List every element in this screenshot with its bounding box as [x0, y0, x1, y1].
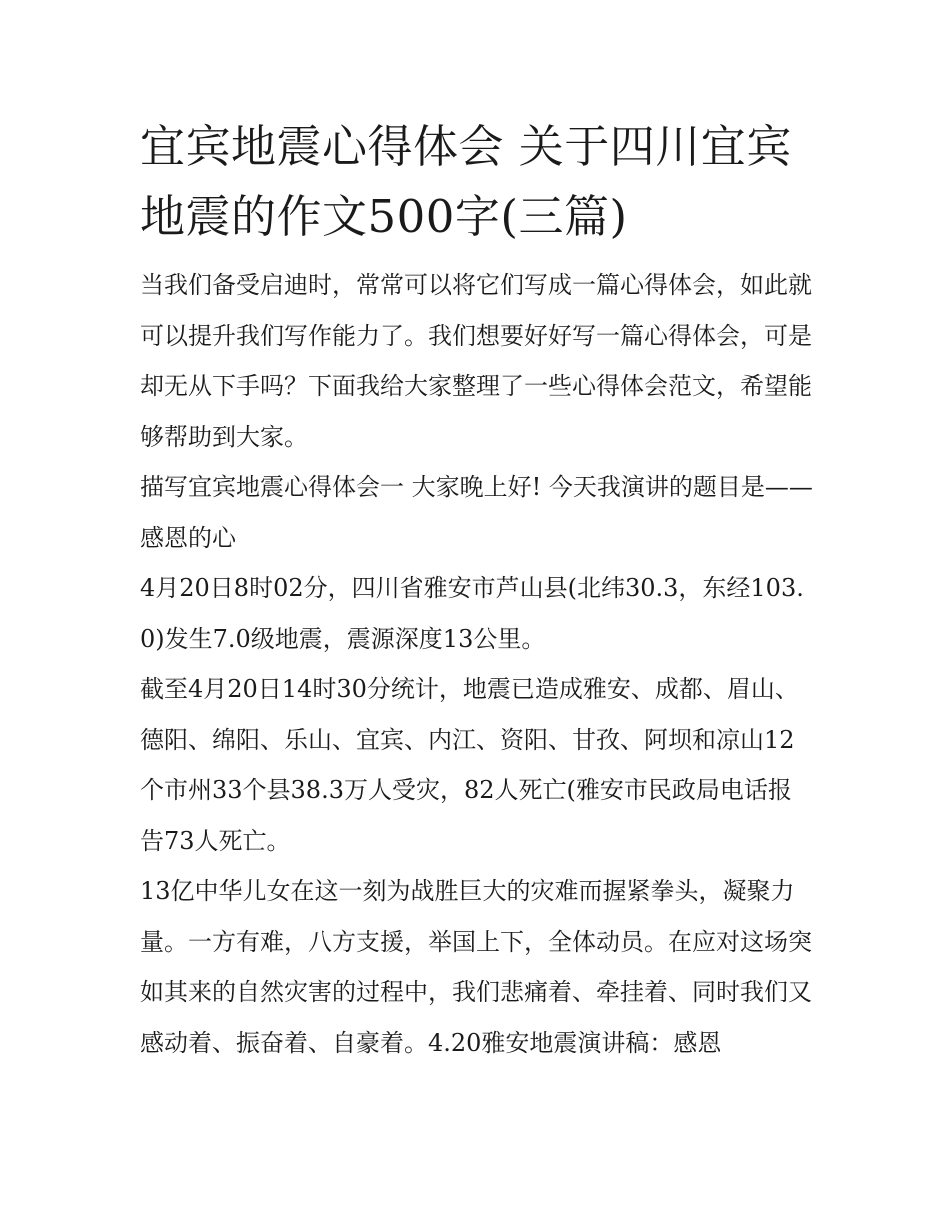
paragraph-national-response: 13亿中华儿女在这一刻为战胜巨大的灾难而握紧拳头，凝聚力量。一方有难，八方支援，举国上下，全体动员。在应对这场突如其来的自然灾害的过程中，我们悲痛着、牵挂着、同时我们又感动着、振奋着、自豪着。4.20雅安地震演讲稿：感恩 [140, 877, 812, 1057]
paragraph-earthquake-facts: 4月20日8时02分，四川省雅安市芦山县(北纬30.3，东经103.0)发生7.0级地震，震源深度13公里。 [140, 574, 804, 653]
paragraph-casualty-statistics: 截至4月20日14时30分统计，地震已造成雅安、成都、眉山、德阳、绵阳、乐山、宜宾、内江、资阳、甘孜、阿坝和凉山12个市州33个县38.3万人受灾，82人死亡(雅安市民政局电话报告73人死亡。 [140, 675, 799, 855]
document-title: 宜宾地震心得体会 关于四川宜宾地震的作文500字(三篇) [140, 120, 792, 243]
document-body [140, 112, 815, 1068]
paragraph-speech-opening: 描写宜宾地震心得体会一 大家晚上好! 今天我演讲的题目是——感恩的心 [140, 473, 813, 552]
paragraph-intro: 当我们备受启迪时，常常可以将它们写成一篇心得体会，如此就可以提升我们写作能力了。我们想要好好写一篇心得体会，可是却无从下手吗？下面我给大家整理了一些心得体会范文，希望能够帮助到大家。 [140, 271, 812, 451]
